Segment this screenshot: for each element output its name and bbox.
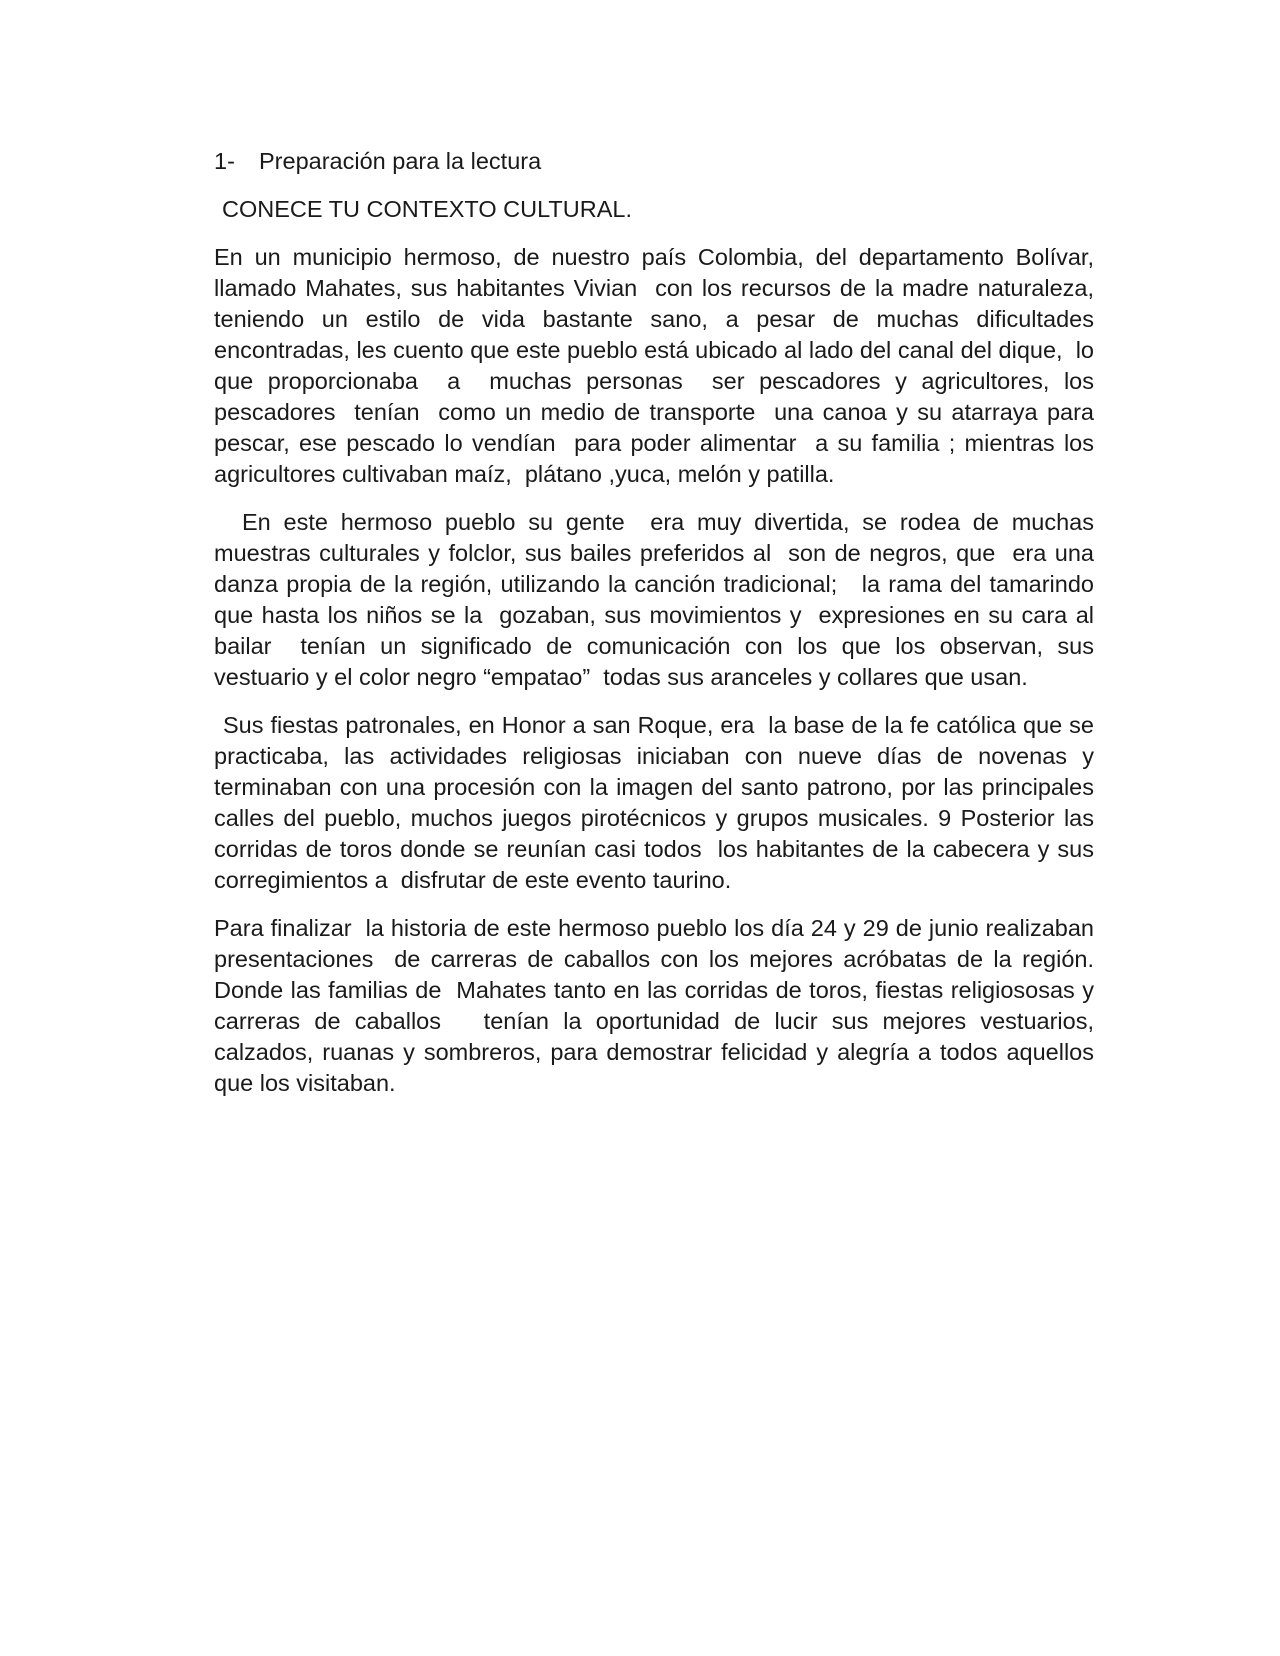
paragraph-3: Sus fiestas patronales, en Honor a san Roque, era la base de la fe católica que se practicaba, las actividades religiosas iniciaban con nueve días de novenas y terminaban con una procesión con la imagen del santo patrono, por las principales calles del pueblo, muchos juegos pirotécnicos y grupos musicales. 9 Posterior las corridas de toros donde se reunían casi todos los habitantes de la cabecera y sus corregimientos a disfrutar de este evento taurino. bbox=[214, 712, 1108, 893]
paragraph-1: En un municipio hermoso, de nuestro país Colombia, del departamento Bolívar, llamado Mahates, sus habitantes Vivian con los recursos de la madre naturaleza, teniendo un estilo de vida bastante sano, a pesar de muchas dificultades encontradas, les cuento que este pueblo está ubicado al lado del canal del dique, lo que proporcionaba a muchas personas ser pescadores y agricultores, los pescadores tenían como un medio de transporte una canoa y su atarraya para pescar, ese pescado lo vendían para poder alimentar a su familia ; mientras los agricultores cultivaban maíz, plátano ,yuca, melón y patilla. bbox=[214, 244, 1101, 487]
document-body bbox=[214, 146, 1108, 1116]
section-subtitle: CONECE TU CONTEXTO CULTURAL. bbox=[222, 196, 632, 222]
heading-text: Preparación para la lectura bbox=[259, 148, 542, 174]
paragraph-2: En este hermoso pueblo su gente era muy divertida, se rodea de muchas muestras culturales y folclor, sus bailes preferidos al son de negros, que era una danza propia de la región, utilizando la canción tradicional; la rama del tamarindo que hasta los niños se la gozaban, sus movimientos y expresiones en su cara al bailar tenían un significado de comunicación con los que los observan, sus vestuario y el color negro “empatao” todas sus aranceles y collares que usan. bbox=[214, 509, 1101, 690]
numbered-heading bbox=[214, 146, 1094, 177]
paragraph-4: Para finalizar la historia de este hermoso pueblo los día 24 y 29 de junio realizaban presentaciones de carreras de caballos con los mejores acróbatas de la región. Donde las familias de Mahates tanto en las corridas de toros, fiestas religiososas y carreras de caballos tenían la oportunidad de lucir sus mejores vestuarios, calzados, ruanas y sombreros, para demostrar felicidad y alegría a todos aquellos que los visitaban. bbox=[214, 915, 1108, 1096]
heading-number: 1- bbox=[214, 148, 235, 174]
